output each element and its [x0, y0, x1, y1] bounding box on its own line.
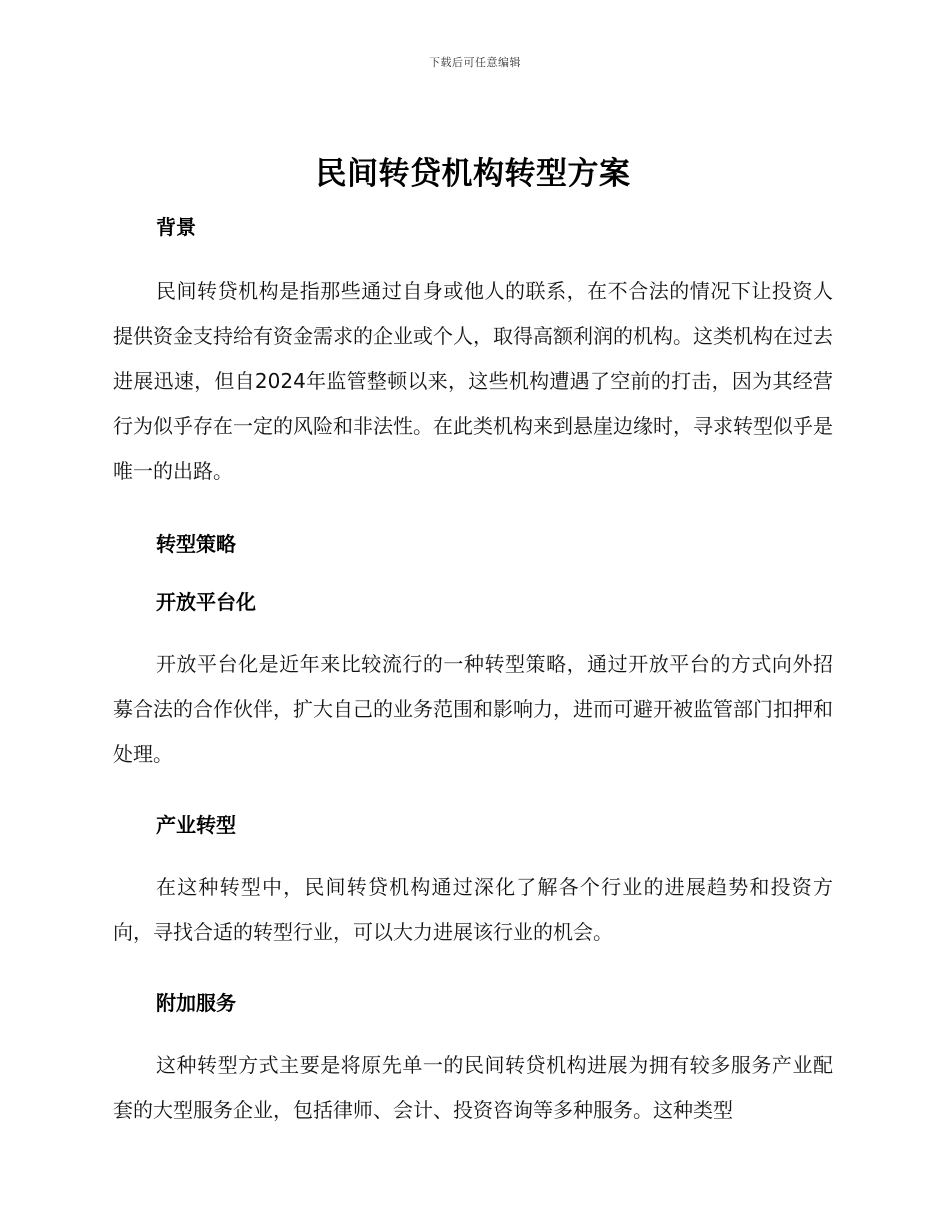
paragraph-open-platform: 开放平台化是近年来比较流行的一种转型策略，通过开放平台的方式向外招募合法的合作伙伴，扩大自己的业务范围和影响力，进而可避开被监管部门扣押和处理。: [113, 652, 833, 766]
paragraph-additional-services: 这种转型方式主要是将原先单一的民间转贷机构进展为拥有较多服务产业配套的大型服务企业，包括律师、会计、投资咨询等多种服务。这种类型: [113, 1053, 833, 1122]
section-heading-background: 背景: [156, 215, 196, 239]
document-body: [113, 148, 833, 1133]
section-heading-industry-transformation: 产业转型: [156, 813, 236, 837]
section-heading-strategy: 转型策略: [156, 532, 236, 556]
document-title: 民间转贷机构转型方案: [315, 156, 631, 192]
paragraph-industry-transformation: 在这种转型中，民间转贷机构通过深化了解各个行业的进展趋势和投资方向，寻找合适的转型行业，可以大力进展该行业的机会。: [113, 875, 833, 944]
paragraph-background: 民间转贷机构是指那些通过自身或他人的联系，在不合法的情况下让投资人提供资金支持给有资金需求的企业或个人，取得高额利润的机构。这类机构在过去进展迅速，但自2024年监管整顿以来，这些机构遭遇了空前的打击，因为其经营行为似乎存在一定的风险和非法性。在此类机构来到悬崖边缘时，寻求转型似乎是唯一的出路。: [113, 279, 833, 483]
section-heading-open-platform: 开放平台化: [156, 590, 256, 614]
section-heading-additional-services: 附加服务: [156, 991, 236, 1015]
page-header-note: 下载后可任意编辑: [429, 56, 521, 69]
